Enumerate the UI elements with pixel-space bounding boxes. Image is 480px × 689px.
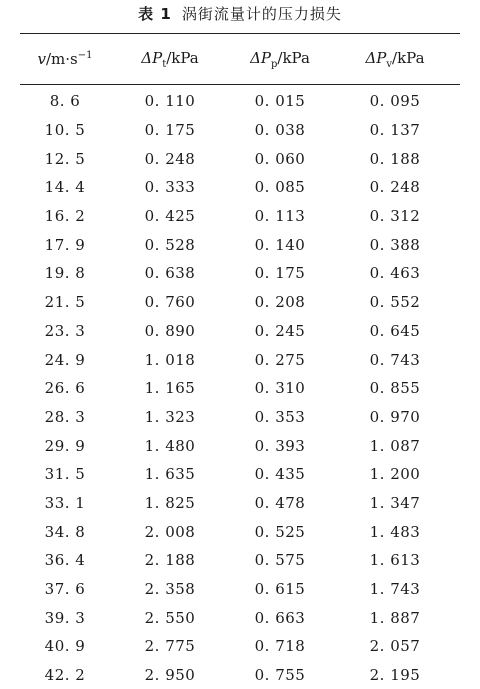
table-cell: 0. 275: [254, 350, 306, 369]
table-row: [20, 403, 460, 432]
table-cell: 16. 2: [44, 207, 86, 226]
table-cell: 34. 8: [44, 522, 86, 541]
table-cell: 2. 550: [144, 608, 196, 627]
table-cell: 1. 087: [369, 436, 421, 455]
table-cell: 0. 970: [369, 407, 421, 426]
table-cell: 0. 175: [144, 121, 196, 140]
table-cell: 0. 208: [254, 293, 306, 312]
table-cell: 14. 4: [44, 178, 86, 197]
table-row: [20, 288, 460, 317]
table-row: [20, 173, 460, 202]
table-cell: 1. 613: [369, 551, 421, 570]
table-row: [20, 116, 460, 145]
table-cell: 0. 137: [369, 121, 421, 140]
table-cell: 33. 1: [44, 493, 86, 512]
table-cell: 23. 3: [44, 321, 86, 340]
table-row: [20, 374, 460, 403]
table-cell: 0. 463: [369, 264, 421, 283]
table-cell: 0. 478: [254, 493, 306, 512]
table-cell: 0. 015: [254, 92, 306, 111]
table-cell: 0. 552: [369, 293, 421, 312]
table-row: [20, 317, 460, 346]
table-cell: 0. 435: [254, 465, 306, 484]
table-cell: 0. 855: [369, 379, 421, 398]
table-cell: 2. 008: [144, 522, 196, 541]
table-cell: 0. 743: [369, 350, 421, 369]
table-cell: 0. 310: [254, 379, 306, 398]
table-cell: 2. 358: [144, 580, 196, 599]
table-cell: 0. 060: [254, 149, 306, 168]
table-cell: 1. 165: [144, 379, 196, 398]
table-cell: 2. 057: [369, 637, 421, 656]
pressure-loss-table: [20, 34, 460, 689]
column-header-total-loss: $\Delta P_t$/kPa: [141, 48, 199, 70]
table-cell: 0. 085: [254, 178, 306, 197]
table-cell: 0. 755: [254, 666, 306, 685]
table-row: [20, 661, 460, 689]
table-cell: 0. 575: [254, 551, 306, 570]
table-cell: 0. 353: [254, 407, 306, 426]
table-row: [20, 489, 460, 518]
table-cell: 0. 645: [369, 321, 421, 340]
table-cell: 0. 760: [144, 293, 196, 312]
table-caption: [0, 3, 480, 25]
table-cell: 0. 248: [369, 178, 421, 197]
table-row: [20, 202, 460, 231]
table-cell: 0. 615: [254, 580, 306, 599]
table-cell: 0. 175: [254, 264, 306, 283]
table-row: [20, 517, 460, 546]
table-row: [20, 460, 460, 489]
table-cell: 0. 393: [254, 436, 306, 455]
header-row: [20, 34, 460, 84]
table-cell: 0. 140: [254, 235, 306, 254]
table-row: [20, 230, 460, 259]
table-number: 表 1: [138, 5, 172, 23]
table-cell: 1. 825: [144, 493, 196, 512]
table-cell: 26. 6: [44, 379, 86, 398]
table-cell: 40. 9: [44, 637, 86, 656]
table-body: [20, 84, 460, 689]
table-cell: 0. 110: [144, 92, 196, 111]
table-cell: 0. 188: [369, 149, 421, 168]
table-row: [20, 575, 460, 604]
table-cell: 0. 095: [369, 92, 421, 111]
table-cell: 0. 718: [254, 637, 306, 656]
table-row: [20, 632, 460, 661]
table-cell: 2. 195: [369, 666, 421, 685]
table-cell: 0. 528: [144, 235, 196, 254]
table-cell: 1. 347: [369, 493, 421, 512]
table-cell: 0. 388: [369, 235, 421, 254]
table-cell: 1. 480: [144, 436, 196, 455]
table-cell: 1. 200: [369, 465, 421, 484]
table-cell: 1. 887: [369, 608, 421, 627]
table-cell: 2. 950: [144, 666, 196, 685]
table-cell: 0. 663: [254, 608, 306, 627]
table-row: [20, 603, 460, 632]
table-cell: 0. 425: [144, 207, 196, 226]
table-cell: 0. 890: [144, 321, 196, 340]
table-title: 涡街流量计的压力损失: [181, 5, 342, 23]
table-cell: 2. 775: [144, 637, 196, 656]
table-cell: 0. 245: [254, 321, 306, 340]
table-cell: 37. 6: [44, 580, 86, 599]
table-cell: 31. 5: [44, 465, 86, 484]
table-cell: 39. 3: [44, 608, 86, 627]
table-cell: 28. 3: [44, 407, 86, 426]
table-row: [20, 259, 460, 288]
table-row: [20, 546, 460, 575]
table-cell: 0. 113: [254, 207, 306, 226]
table-row: [20, 345, 460, 374]
table-cell: 1. 635: [144, 465, 196, 484]
table-cell: 2. 188: [144, 551, 196, 570]
table-cell: 0. 248: [144, 149, 196, 168]
table-cell: 42. 2: [44, 666, 86, 685]
table-cell: 1. 483: [369, 522, 421, 541]
table-row: [20, 84, 460, 116]
table-cell: 19. 8: [44, 264, 86, 283]
table-cell: 12. 5: [44, 149, 86, 168]
table-cell: 24. 9: [44, 350, 86, 369]
table-cell: 0. 333: [144, 178, 196, 197]
table-cell: 1. 743: [369, 580, 421, 599]
table-row: [20, 144, 460, 173]
table-cell: 17. 9: [44, 235, 86, 254]
table-row: [20, 431, 460, 460]
table-cell: 1. 018: [144, 350, 196, 369]
table-cell: 0. 038: [254, 121, 306, 140]
table-cell: 10. 5: [44, 121, 86, 140]
table-cell: 36. 4: [44, 551, 86, 570]
table-cell: 0. 312: [369, 207, 421, 226]
table-cell: 29. 9: [44, 436, 86, 455]
table-cell: 1. 323: [144, 407, 196, 426]
table-cell: 21. 5: [44, 293, 86, 312]
column-header-v-loss: $\Delta P_v$/kPa: [365, 48, 425, 70]
table-cell: 8. 6: [49, 92, 81, 111]
column-header-p-loss: $\Delta P_p$/kPa: [250, 48, 310, 70]
table-cell: 0. 525: [254, 522, 306, 541]
column-header-velocity: $v/m\cdot s^{-1}$: [37, 50, 93, 68]
table-cell: 0. 638: [144, 264, 196, 283]
